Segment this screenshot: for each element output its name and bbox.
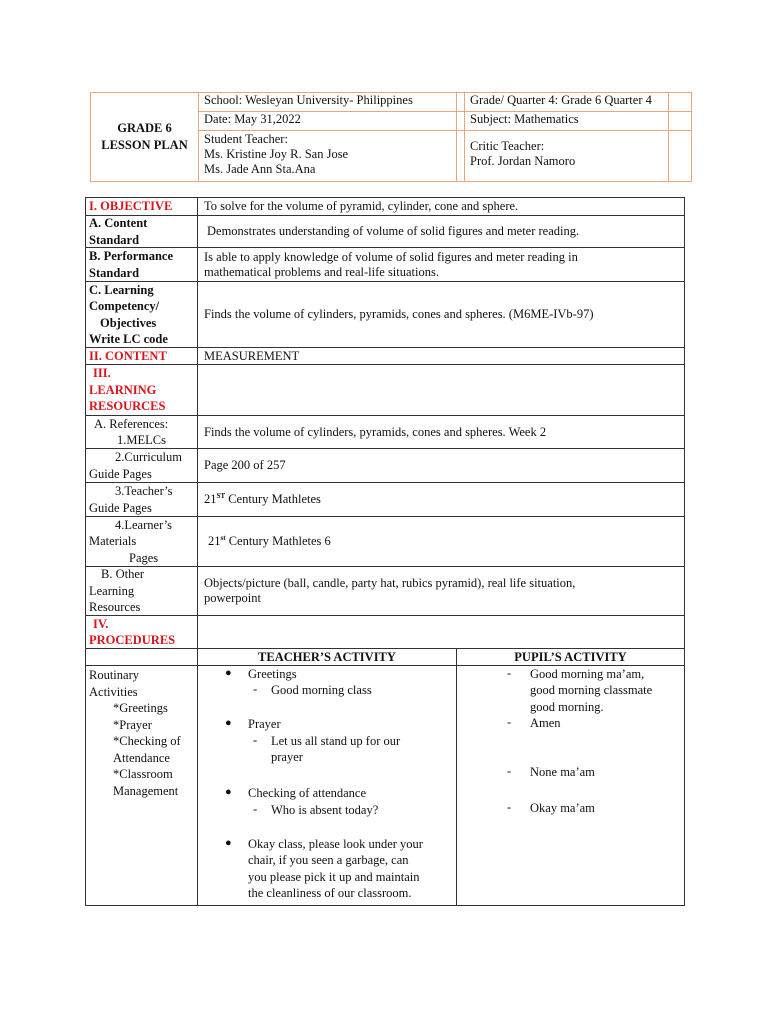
- school-cell: [199, 93, 457, 112]
- pupils-activity-cell: [456, 666, 684, 905]
- content-standard-label: [86, 216, 198, 247]
- pupil-none: None ma’am: [530, 765, 595, 779]
- spacer-cell: [669, 131, 691, 181]
- label-line: A. Content: [89, 216, 148, 230]
- dash-icon: -: [253, 802, 258, 816]
- label-line: Management: [113, 783, 179, 798]
- activity-header-blank: [86, 649, 198, 665]
- teacher-okay-line: you please pick it up and maintain: [248, 870, 420, 884]
- teacher-prayer: Prayer: [248, 717, 281, 731]
- teacher-prayer-sub: prayer: [271, 750, 303, 764]
- critic-teacher-label: Critic Teacher:: [470, 139, 545, 153]
- label-line: C. Learning: [89, 282, 154, 297]
- performance-standard-label: [86, 248, 198, 281]
- value-number: 21: [208, 534, 221, 548]
- label-line: *Greetings: [113, 701, 168, 715]
- date-text: Date: May 31,2022: [204, 112, 301, 126]
- curriculum-value: Page 200 of 257: [204, 458, 286, 472]
- label-line: Routinary: [89, 668, 139, 682]
- activity-header-row: [86, 649, 684, 666]
- dash-icon: -: [507, 666, 512, 680]
- performance-standard-value: [198, 248, 684, 281]
- procedures-label: [86, 616, 198, 648]
- value-line: Objects/picture (ball, candle, party hat, rubics pyramid), real life situation,: [204, 576, 576, 590]
- value-superscript: ST: [216, 491, 226, 500]
- pupil-okay: Okay ma’am: [530, 801, 595, 815]
- bullet-icon: ●: [225, 837, 232, 849]
- bullet-icon: ●: [225, 786, 232, 798]
- teachers-guide-row: [86, 483, 684, 517]
- grade-label: GRADE 6: [117, 121, 172, 135]
- procedures-value: [198, 616, 684, 648]
- label-line: Write LC code: [89, 332, 168, 346]
- grade-quarter-cell: [465, 93, 669, 112]
- objective-row: [86, 198, 684, 216]
- learners-materials-row: [86, 517, 684, 567]
- spacer-cell: [457, 112, 465, 131]
- pupil-good-morning: good morning classmate: [530, 683, 653, 697]
- pupils-activity-header: PUPIL’S ACTIVITY: [456, 649, 684, 665]
- spacer-cell: [669, 93, 691, 112]
- teacher-attendance-sub: Who is absent today?: [271, 803, 379, 817]
- curriculum-label: [86, 449, 198, 482]
- lesson-plan-label: LESSON PLAN: [101, 138, 188, 152]
- label-line: Learning: [89, 583, 135, 598]
- performance-standard-row: [86, 248, 684, 282]
- pupil-amen: Amen: [530, 716, 561, 730]
- teacher-prayer-sub: Let us all stand up for our: [271, 734, 401, 748]
- student-teacher-name: Ms. Kristine Joy R. San Jose: [204, 147, 349, 161]
- label-line: A. References:: [94, 416, 169, 431]
- label-line: Attendance: [113, 750, 170, 765]
- student-teacher-cell: [199, 131, 457, 181]
- references-row: [86, 416, 684, 449]
- procedures-row: [86, 616, 684, 649]
- pupil-good-morning: Good morning ma’am,: [530, 667, 645, 681]
- lesson-plan-header: [90, 92, 692, 182]
- label-line: IV.: [93, 616, 109, 631]
- label-line: 4.Learner’s: [115, 517, 173, 532]
- label-line: B. Performance: [89, 249, 173, 263]
- objective-label: I. OBJECTIVE: [86, 198, 198, 215]
- subject-cell: [465, 112, 669, 131]
- references-label: [86, 416, 198, 448]
- dash-icon: -: [507, 715, 512, 729]
- learning-resources-value: [198, 365, 684, 415]
- value-number: 21: [204, 492, 217, 506]
- value-text: Century Mathletes: [225, 492, 321, 506]
- label-line: *Checking of: [113, 734, 181, 748]
- dash-icon: -: [253, 682, 258, 696]
- critic-teacher-name: Prof. Jordan Namoro: [470, 154, 576, 168]
- label-line: LEARNING: [89, 382, 157, 397]
- content-standard-value: Demonstrates understanding of volume of solid figures and meter reading.: [207, 224, 580, 238]
- competency-label: [86, 282, 198, 347]
- label-line: Guide Pages: [89, 500, 152, 515]
- value-line: Is able to apply knowledge of volume of solid figures and meter reading in: [204, 249, 578, 264]
- teachers-activity-header: TEACHER’S ACTIVITY: [258, 649, 396, 664]
- competency-row: [86, 282, 684, 348]
- teachers-guide-label: [86, 483, 198, 516]
- school-text: School: Wesleyan University- Philippines: [204, 93, 413, 107]
- student-teacher-label: Student Teacher:: [204, 132, 288, 146]
- dash-icon: -: [253, 733, 258, 747]
- content-value: MEASUREMENT: [204, 348, 300, 363]
- pupil-good-morning: good morning.: [530, 700, 604, 714]
- teacher-attendance: Checking of attendance: [248, 786, 367, 800]
- label-line: RESOURCES: [89, 399, 166, 414]
- dash-icon: -: [507, 800, 512, 814]
- other-resources-label: [86, 567, 198, 615]
- subject-text: Subject: Mathematics: [470, 112, 579, 126]
- lesson-plan-table: [85, 197, 685, 906]
- label-line: Resources: [89, 600, 141, 615]
- curriculum-row: [86, 449, 684, 483]
- grade-quarter-text: Grade/ Quarter 4: Grade 6 Quarter 4: [470, 93, 652, 107]
- student-teacher-name: Ms. Jade Ann Sta.Ana: [204, 162, 316, 176]
- date-cell: [199, 112, 457, 131]
- teachers-activity-cell: [198, 666, 456, 905]
- grade-title-cell: [91, 93, 199, 181]
- value-line: powerpoint: [204, 591, 261, 605]
- teacher-okay-line: chair, if you seen a garbage, can: [248, 853, 409, 867]
- references-value: Finds the volume of cylinders, pyramids, cones and spheres. Week 2: [204, 424, 547, 439]
- teachers-guide-value: [198, 483, 684, 516]
- value-line: mathematical problems and real-life situations.: [204, 264, 439, 279]
- learners-materials-value: [198, 517, 684, 566]
- content-label: II. CONTENT: [86, 348, 198, 364]
- learning-resources-label: [86, 365, 198, 415]
- teacher-okay-line: Okay class, please look under your: [248, 837, 423, 851]
- label-line: Standard: [89, 265, 140, 280]
- label-line: *Classroom: [113, 767, 173, 781]
- objective-value: To solve for the volume of pyramid, cylinder, cone and sphere.: [204, 199, 519, 213]
- teacher-greetings: Greetings: [248, 667, 297, 681]
- teacher-greetings-sub: Good morning class: [271, 683, 372, 697]
- label-line: 2.Curriculum: [115, 450, 183, 464]
- label-line: Guide Pages: [89, 466, 152, 481]
- label-line: 3.Teacher’s: [115, 484, 173, 498]
- value-text: Century Mathletes 6: [225, 534, 331, 548]
- other-resources-value: [198, 567, 684, 615]
- learners-materials-label: [86, 517, 198, 566]
- spacer-cell: [457, 131, 465, 181]
- label-line: Pages: [129, 550, 159, 565]
- bullet-icon: ●: [225, 717, 232, 729]
- bullet-icon: ●: [225, 667, 232, 679]
- routinary-label: [86, 666, 198, 905]
- critic-teacher-cell: [465, 131, 669, 181]
- label-line: B. Other: [101, 567, 145, 582]
- label-line: Materials: [89, 534, 137, 549]
- label-line: 1.MELCs: [117, 433, 166, 447]
- spacer-cell: [457, 93, 465, 112]
- label-line: Activities: [89, 684, 138, 699]
- competency-value: Finds the volume of cylinders, pyramids, cones and spheres. (M6ME-IVb-97): [204, 307, 594, 321]
- label-line: PROCEDURES: [89, 633, 176, 647]
- value-superscript: st: [220, 533, 226, 542]
- content-row: [86, 348, 684, 365]
- dash-icon: -: [507, 764, 512, 778]
- learning-resources-row: [86, 365, 684, 416]
- label-line: Competency/: [89, 299, 160, 313]
- label-line: *Prayer: [113, 717, 152, 732]
- other-resources-row: [86, 567, 684, 616]
- routinary-row: [86, 666, 684, 905]
- label-line: III.: [93, 366, 111, 381]
- spacer-cell: [669, 112, 691, 131]
- content-standard-row: [86, 216, 684, 248]
- label-line: Standard: [89, 232, 140, 247]
- teacher-okay-line: the cleanliness of our classroom.: [248, 886, 412, 900]
- label-line: Objectives: [100, 315, 157, 330]
